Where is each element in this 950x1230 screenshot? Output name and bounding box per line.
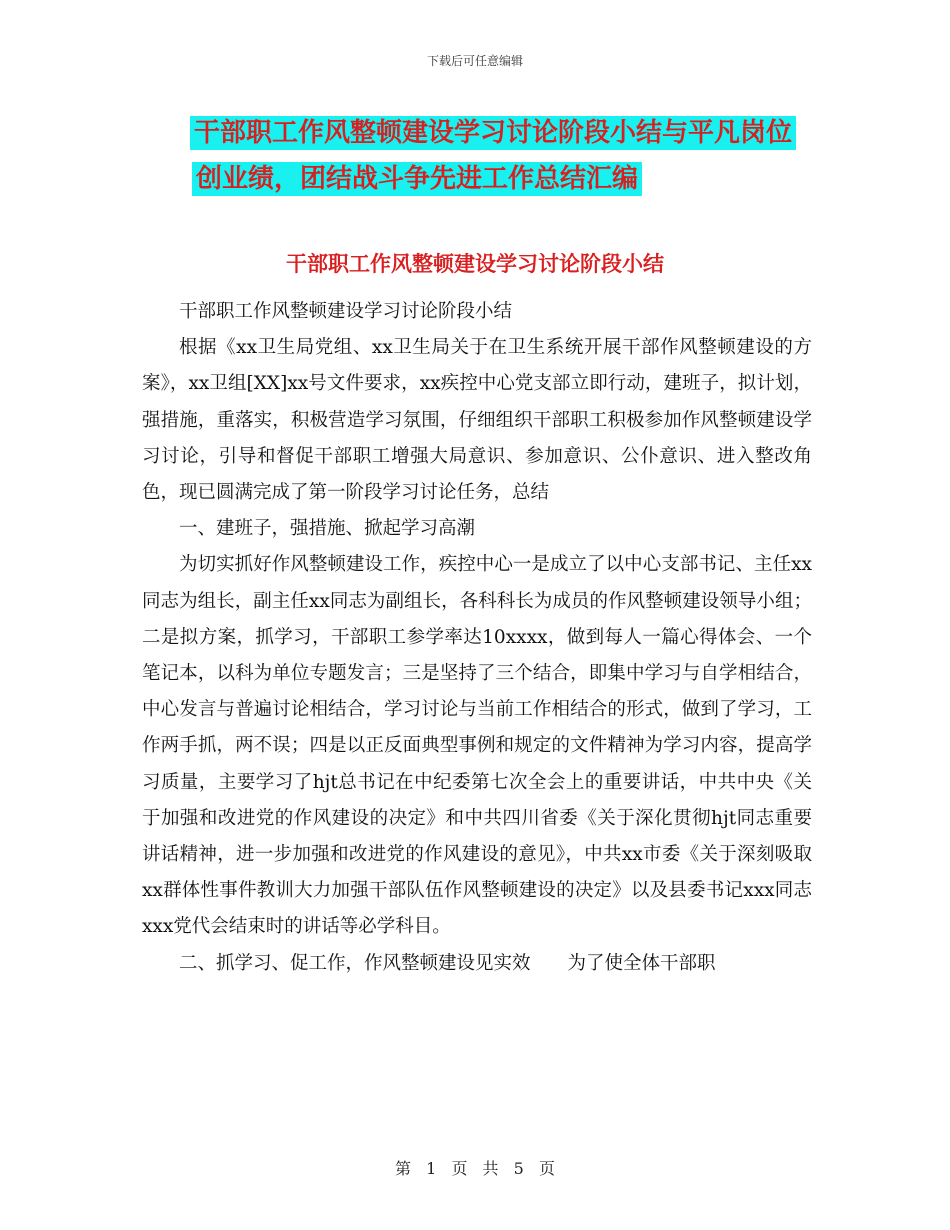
footer-total-pages: 5: [513, 1159, 524, 1178]
paragraph-section-1: 为切实抓好作风整顿建设工作，疾控中心一是成立了以中心支部书记、主任xx同志为组长，副主任xx同志为副组长，各科科长为成员的作风整顿建设领导小组；二是拟方案，抓学习，干部职工参学率达10xxxx，做到每人一篇心得体会、一个笔记本，以科为单位专题发言；三是坚持了三个结合，即集中学习与自学相结合，中心发言与普遍讨论相结合，学习讨论与当前工作相结合的形式，做到了学习，工作两手抓，两不误；四是以正反面典型事例和规定的文件精神为学习内容，提高学习质量，主要学习了hjt总书记在中纪委第七次全会上的重要讲话，中共中央《关于加强和改进党的作风建设的决定》和中共四川省委《关于深化贯彻hjt同志重要讲话精神，进一步加强和改进党的作风建设的意见》，中共xx市委《关于深刻吸取xx群体性事件教训大力加强干部队伍作风整顿建设的决定》以及县委书记xxx同志xxx党代会结束时的讲话等必学科目。: [142, 554, 812, 938]
main-title-line-2: [192, 156, 840, 202]
footer-current-page: 1: [426, 1159, 437, 1178]
footer-total-prefix: 共: [482, 1159, 499, 1178]
paragraph-subtitle: 干部职工作风整顿建设学习讨论阶段小结: [179, 301, 513, 322]
header-note: 下载后可任意编辑: [426, 54, 523, 68]
paragraph-heading-2: 二、抓学习、促工作，作风整顿建设见实效 为了使全体干部职: [179, 952, 716, 974]
footer-page-word: 页: [451, 1159, 468, 1178]
footer-prefix: 第: [395, 1159, 412, 1178]
footer-suffix: 页: [538, 1159, 555, 1178]
main-title-line-1: [140, 110, 840, 156]
body-text: [142, 294, 812, 982]
main-title-line-1-text: 干部职工作风整顿建设学习讨论阶段小结与平凡岗位: [190, 116, 796, 150]
main-title-line-2-text: 创业绩，团结战斗争先进工作总结汇编: [192, 162, 642, 196]
section-title: 干部职工作风整顿建设学习讨论阶段小结: [286, 252, 664, 276]
main-title: [140, 110, 840, 202]
paragraph-intro: 根据《xx卫生局党组、xx卫生局关于在卫生系统开展干部作风整顿建设的方案》，xx卫组[XX]xx号文件要求，xx疾控中心党支部立即行动，建班子，拟计划，强措施，重落实，积极营造学习氛围，仔细组织干部职工积极参加作风整顿建设学习讨论，引导和督促干部职工增强大局意识、参加意识、公仆意识、进入整改角色，现已圆满完成了第一阶段学习讨论任务，总结: [142, 337, 812, 504]
page-footer: [0, 1156, 950, 1179]
paragraph-heading-1: 一、建班子，强措施、掀起学习高潮: [179, 518, 476, 540]
